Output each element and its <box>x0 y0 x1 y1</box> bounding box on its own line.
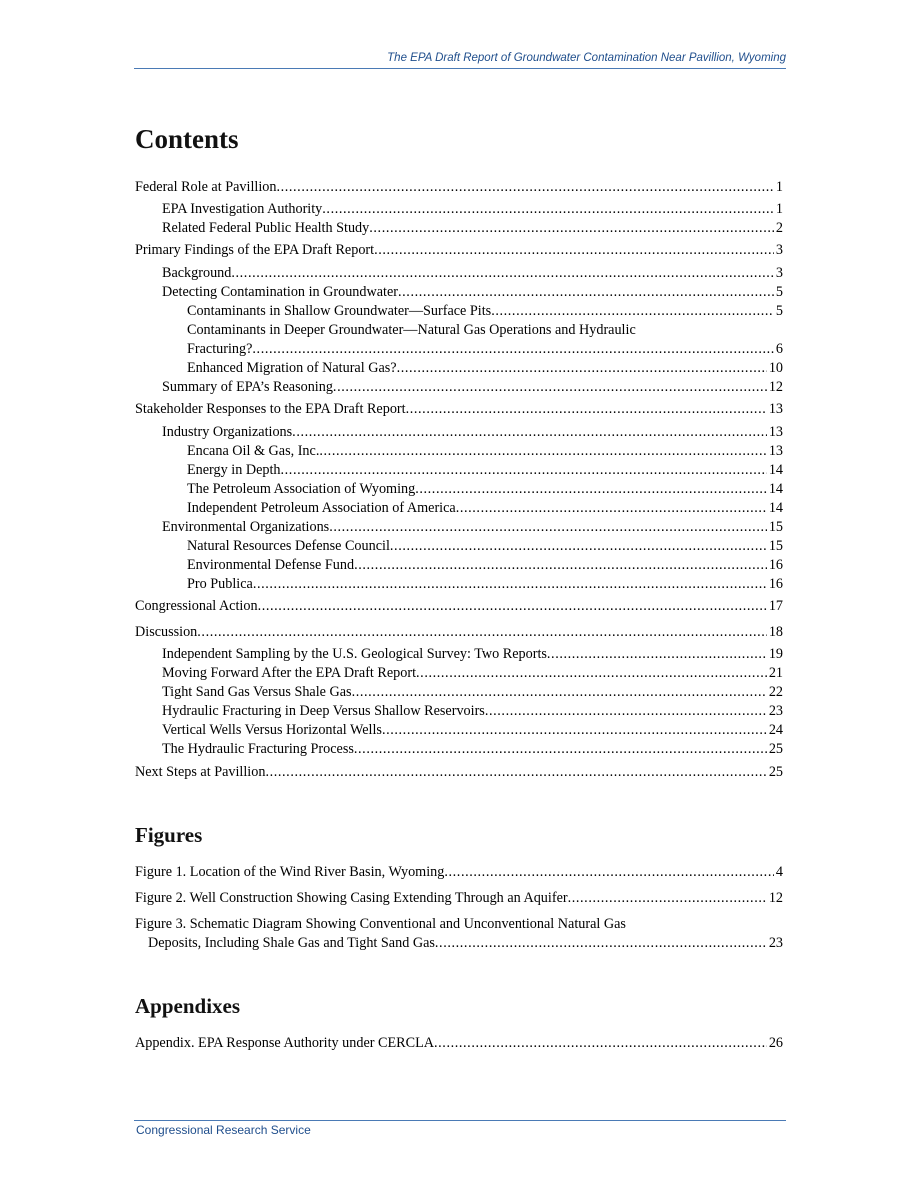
toc-label: Environmental Organizations <box>162 519 330 535</box>
leader-dots <box>265 763 766 781</box>
contents-heading: Contents <box>135 124 239 154</box>
figures-heading: Figures <box>135 823 203 847</box>
leader-dots <box>434 1034 767 1052</box>
leader-dots <box>258 597 767 615</box>
toc-entry-environmental-organizations[interactable] <box>135 518 783 536</box>
toc-label: Pro Publica <box>187 576 253 592</box>
leader-dots <box>319 442 766 460</box>
toc-label-line2: Fracturing? <box>187 341 253 357</box>
toc-page: 12 <box>768 379 783 395</box>
toc-label: Congressional Action <box>135 598 258 614</box>
toc-page: 15 <box>768 538 783 554</box>
figure-label: Figure 1. Location of the Wind River Basin, Wyoming <box>135 864 445 880</box>
toc-label: Independent Sampling by the U.S. Geological Survey: Two Reports <box>162 646 547 662</box>
leader-dots <box>231 264 774 282</box>
toc-label: Enhanced Migration of Natural Gas? <box>187 360 397 376</box>
toc-label: Industry Organizations <box>162 424 293 440</box>
figure-page: 12 <box>768 890 783 906</box>
toc-label: Discussion <box>135 624 198 640</box>
toc-label: Next Steps at Pavillion <box>135 764 266 780</box>
leader-dots <box>352 683 767 701</box>
toc-page: 5 <box>775 303 783 319</box>
toc-label: Environmental Defense Fund <box>187 557 355 573</box>
toc-page: 13 <box>768 443 783 459</box>
toc-label: Related Federal Public Health Study <box>162 220 370 236</box>
toc-entry-vertical-vs-horizontal[interactable] <box>135 721 783 739</box>
toc-label: Vertical Wells Versus Horizontal Wells <box>162 722 382 738</box>
toc-label: The Petroleum Association of Wyoming <box>187 481 416 497</box>
leader-dots <box>444 863 774 881</box>
figure-entry-3[interactable] <box>135 915 783 952</box>
leader-dots <box>398 283 774 301</box>
toc-entry-fracturing-process[interactable] <box>135 740 783 758</box>
toc-page: 13 <box>768 401 783 417</box>
toc-page: 25 <box>768 741 783 757</box>
toc-page: 21 <box>768 665 783 681</box>
toc-page: 19 <box>768 646 783 662</box>
figure-page: 4 <box>775 864 783 880</box>
appendixes-heading: Appendixes <box>135 994 241 1018</box>
leader-dots <box>322 200 774 218</box>
toc-entry-shallow-groundwater[interactable] <box>135 302 783 320</box>
toc-label: Energy in Depth <box>187 462 281 478</box>
toc-page: 10 <box>768 360 783 376</box>
header-rule <box>134 68 786 69</box>
leader-dots <box>415 480 767 498</box>
toc-entry-summary-reasoning[interactable] <box>135 378 783 396</box>
toc-entry-congressional-action[interactable] <box>135 597 783 615</box>
leader-dots <box>397 359 767 377</box>
toc-page: 16 <box>768 557 783 573</box>
leader-dots <box>406 400 767 418</box>
leader-dots <box>252 340 774 358</box>
toc-entry-industry-organizations[interactable] <box>135 423 783 441</box>
toc-entry-federal-role[interactable] <box>135 178 783 196</box>
toc-entry-epa-investigation-authority[interactable] <box>135 200 783 218</box>
toc-label: Natural Resources Defense Council <box>187 538 390 554</box>
footer-rule <box>134 1120 786 1121</box>
toc-entry-primary-findings[interactable] <box>135 241 783 259</box>
toc-page: 3 <box>775 265 783 281</box>
leader-dots <box>292 423 767 441</box>
toc-label: Moving Forward After the EPA Draft Report <box>162 665 417 681</box>
toc-label: Background <box>162 265 232 281</box>
toc-label: Detecting Contamination in Groundwater <box>162 284 399 300</box>
toc-entry-tight-sand-vs-shale[interactable] <box>135 683 783 701</box>
toc-label: Independent Petroleum Association of America <box>187 500 456 516</box>
toc-label: Encana Oil & Gas, Inc. <box>187 443 320 459</box>
toc-label: The Hydraulic Fracturing Process <box>162 741 354 757</box>
toc-page: 14 <box>768 462 783 478</box>
toc-page: 15 <box>768 519 783 535</box>
toc-label-line1: Contaminants in Deeper Groundwater—Natural Gas Operations and Hydraulic <box>187 322 636 338</box>
toc-page: 17 <box>768 598 783 614</box>
toc-entry-deep-vs-shallow[interactable] <box>135 702 783 720</box>
figure-label: Figure 2. Well Construction Showing Casing Extending Through an Aquifer <box>135 890 568 906</box>
leader-dots <box>568 889 767 907</box>
toc-entry-enhanced-migration[interactable] <box>135 359 783 377</box>
toc-entry-deeper-groundwater[interactable] <box>135 321 783 358</box>
toc-page: 24 <box>768 722 783 738</box>
leader-dots <box>456 499 767 517</box>
leader-dots <box>253 575 767 593</box>
toc-label: Contaminants in Shallow Groundwater—Surface Pits <box>187 303 492 319</box>
figure-page: 23 <box>768 935 783 951</box>
toc-label: Summary of EPA’s Reasoning <box>162 379 333 395</box>
toc-entry-discussion[interactable] <box>135 623 783 641</box>
toc-page: 1 <box>775 201 783 217</box>
appendix-page: 26 <box>768 1035 783 1051</box>
toc-page: 6 <box>775 341 783 357</box>
toc-page: 14 <box>768 481 783 497</box>
leader-dots <box>416 664 767 682</box>
leader-dots <box>369 219 774 237</box>
leader-dots <box>485 702 767 720</box>
toc-page: 22 <box>768 684 783 700</box>
figure-label-line2: Deposits, Including Shale Gas and Tight Sand Gas <box>148 935 435 951</box>
leader-dots <box>547 645 767 663</box>
toc-page: 18 <box>768 624 783 640</box>
leader-dots <box>354 740 767 758</box>
leader-dots <box>276 178 773 196</box>
toc-label: Hydraulic Fracturing in Deep Versus Shallow Reservoirs <box>162 703 485 719</box>
running-header: The EPA Draft Report of Groundwater Contamination Near Pavillion, Wyoming <box>387 52 786 64</box>
toc-entry-moving-forward[interactable] <box>135 664 783 682</box>
leader-dots <box>491 302 774 320</box>
figure-entry-1[interactable] <box>135 863 783 881</box>
toc-entry-nrdc[interactable] <box>135 537 783 555</box>
toc-page: 2 <box>775 220 783 236</box>
leader-dots <box>382 721 767 739</box>
toc-page: 16 <box>768 576 783 592</box>
toc-label: Federal Role at Pavillion <box>135 179 277 195</box>
leader-dots <box>390 537 767 555</box>
toc-entry-background[interactable] <box>135 264 783 282</box>
toc-label: Stakeholder Responses to the EPA Draft Report <box>135 401 406 417</box>
figure-label-line1: Figure 3. Schematic Diagram Showing Conventional and Unconventional Natural Gas <box>135 916 626 932</box>
appendix-label: Appendix. EPA Response Authority under CERCLA <box>135 1035 434 1051</box>
toc-label: Primary Findings of the EPA Draft Report <box>135 242 375 258</box>
toc-page: 23 <box>768 703 783 719</box>
toc-entry-energy-in-depth[interactable] <box>135 461 783 479</box>
toc-page: 14 <box>768 500 783 516</box>
leader-dots <box>374 241 774 259</box>
figure-entry-2[interactable] <box>135 889 783 907</box>
toc-page: 25 <box>768 764 783 780</box>
leader-dots <box>435 934 767 952</box>
toc-entry-next-steps[interactable] <box>135 763 783 781</box>
toc-entry-petroleum-association-wyoming[interactable] <box>135 480 783 498</box>
toc-page: 1 <box>775 179 783 195</box>
leader-dots <box>329 518 767 536</box>
toc-entry-detecting-contamination[interactable] <box>135 283 783 301</box>
toc-entry-edf[interactable] <box>135 556 783 574</box>
toc-entry-ipaa[interactable] <box>135 499 783 517</box>
leader-dots <box>281 461 767 479</box>
toc-label: EPA Investigation Authority <box>162 201 323 217</box>
toc-entry-stakeholder-responses[interactable] <box>135 400 783 418</box>
leader-dots <box>197 623 767 641</box>
toc-page: 5 <box>775 284 783 300</box>
toc-entry-usgs-sampling[interactable] <box>135 645 783 663</box>
toc-label: Tight Sand Gas Versus Shale Gas <box>162 684 352 700</box>
leader-dots <box>354 556 767 574</box>
toc-page: 13 <box>768 424 783 440</box>
toc-entry-public-health-study[interactable] <box>135 219 783 237</box>
footer-text: Congressional Research Service <box>136 1123 311 1137</box>
toc-page: 3 <box>775 242 783 258</box>
toc-entry-encana[interactable] <box>135 442 783 460</box>
leader-dots <box>333 378 767 396</box>
appendix-entry[interactable] <box>135 1034 783 1052</box>
toc-entry-pro-publica[interactable] <box>135 575 783 593</box>
